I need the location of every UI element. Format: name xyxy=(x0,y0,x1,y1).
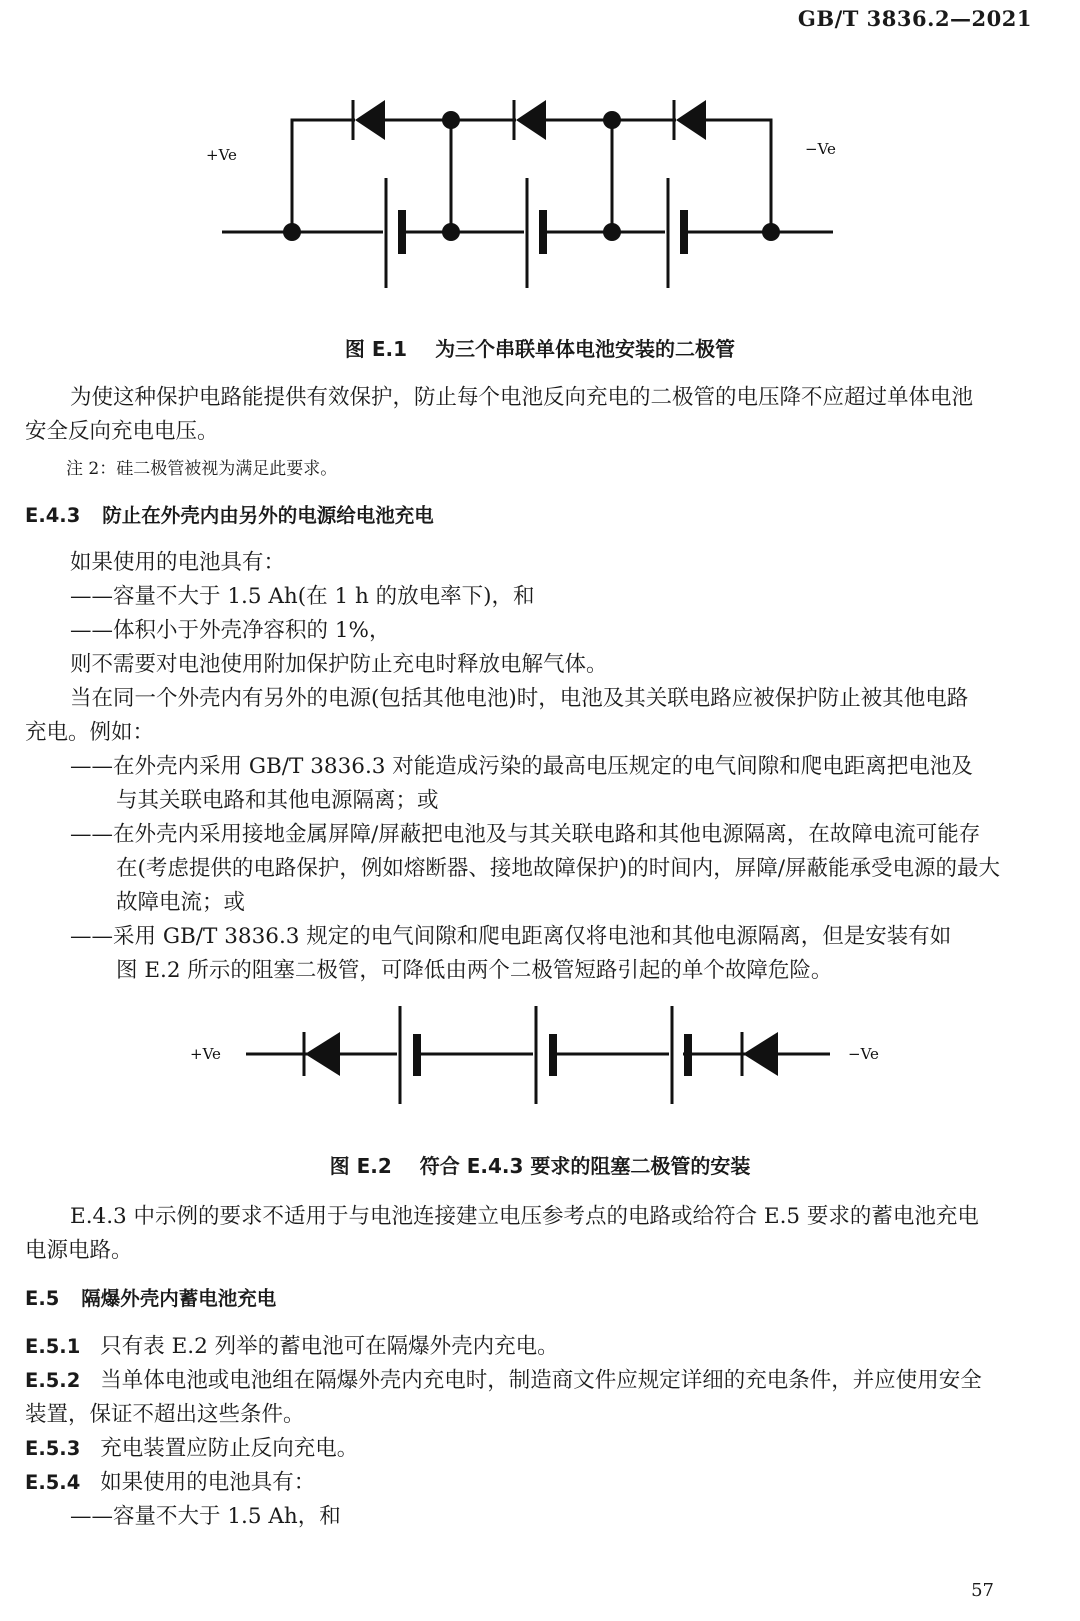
clause-continuation: 装置，保证不超出这些条件。 xyxy=(25,1402,305,1427)
figure-e1-caption-title: 为三个串联单体电池安装的二极管 xyxy=(435,337,736,361)
figure-e2-diagram xyxy=(0,1000,1080,1130)
figure-e2-minus-label: −Ve xyxy=(848,1045,879,1063)
section-number: E.5 xyxy=(25,1287,60,1310)
paragraph-line: 安全反向充电电压。 xyxy=(25,419,219,444)
diode-icon xyxy=(355,100,385,140)
figure-e2-plus-label: +Ve xyxy=(190,1045,221,1063)
clause-e51 xyxy=(25,1330,559,1364)
section-heading-e43 xyxy=(25,500,434,528)
clause-number: E.5.1 xyxy=(25,1335,81,1358)
diode-icon xyxy=(516,100,546,140)
list-item: ——在外壳内采用接地金属屏障/屏蔽把电池及与其关联电路和其他电源隔离，在故障电流可能存 xyxy=(70,822,981,847)
clause-e53 xyxy=(25,1432,358,1466)
list-item: ——体积小于外壳净容积的 1%， xyxy=(70,618,391,643)
figure-e1-caption-number: 图 E.1 xyxy=(344,337,408,361)
figure-e2-caption xyxy=(0,1150,1080,1179)
section-heading-e5 xyxy=(25,1283,276,1311)
paragraph-line: 充电。例如： xyxy=(25,720,155,745)
note-text: 注 2：硅二极管被视为满足此要求。 xyxy=(66,459,338,479)
cell-short-plate xyxy=(539,210,547,254)
cell-short-plate xyxy=(398,210,406,254)
clause-number: E.5.4 xyxy=(25,1471,81,1494)
figure-e1-caption xyxy=(0,333,1080,362)
paragraph-line: E.4.3 中示例的要求不适用于与电池连接建立电压参考点的电路或给符合 E.5 要求的蓄电池充电 xyxy=(70,1204,979,1229)
figure-e2-caption-number: 图 E.2 xyxy=(329,1154,392,1178)
figure-e2-caption-title: 符合 E.4.3 要求的阻塞二极管的安装 xyxy=(419,1154,751,1178)
cell-short-plate xyxy=(549,1034,557,1076)
list-item: ——容量不大于 1.5 Ah，和 xyxy=(70,1504,341,1529)
diode-icon xyxy=(676,100,706,140)
clause-text: 充电装置应防止反向充电。 xyxy=(100,1436,359,1461)
paragraph-line: 则不需要对电池使用附加保护防止充电时释放电解气体。 xyxy=(70,652,608,677)
paragraph-line: 如果使用的电池具有： xyxy=(70,550,286,575)
list-item: ——容量不大于 1.5 Ah(在 1 h 的放电率下)，和 xyxy=(70,584,535,609)
list-item-continuation: 与其关联电路和其他电源隔离；或 xyxy=(116,788,439,813)
clause-text: 如果使用的电池具有： xyxy=(100,1470,316,1495)
list-item-continuation: 在(考虑提供的电路保护，例如熔断器、接地故障保护)的时间内，屏障/屏蔽能承受电源的最大 xyxy=(116,856,1001,881)
clause-number: E.5.3 xyxy=(25,1437,81,1460)
section-title: 隔爆外壳内蓄电池充电 xyxy=(81,1287,277,1310)
diode-icon xyxy=(743,1032,778,1076)
section-title: 防止在外壳内由另外的电源给电池充电 xyxy=(102,504,434,527)
clause-text: 当单体电池或电池组在隔爆外壳内充电时，制造商文件应规定详细的充电条件，并应使用安全 xyxy=(100,1368,982,1393)
page-number: 57 xyxy=(971,1580,994,1601)
cell-short-plate xyxy=(680,210,688,254)
clause-e54 xyxy=(25,1466,315,1500)
list-item: ——采用 GB/T 3836.3 规定的电气间隙和爬电距离仅将电池和其他电源隔离，但是安装有如 xyxy=(70,924,952,949)
list-item-continuation: 图 E.2 所示的阻塞二极管，可降低由两个二极管短路引起的单个故障危险。 xyxy=(116,958,833,983)
section-number: E.4.3 xyxy=(25,504,81,527)
diode-icon xyxy=(305,1032,340,1076)
standard-number: GB/T 3836.2—2021 xyxy=(797,6,1032,31)
figure-e1-diagram xyxy=(0,0,1080,320)
cell-short-plate xyxy=(413,1034,421,1076)
paragraph-line: 电源电路。 xyxy=(25,1238,133,1263)
figure-e1-minus-label: −Ve xyxy=(805,140,836,158)
clause-number: E.5.2 xyxy=(25,1369,81,1392)
clause-e52 xyxy=(25,1364,982,1398)
cell-short-plate xyxy=(684,1034,692,1076)
figure-e1-plus-label: +Ve xyxy=(206,146,237,164)
paragraph-line: 为使这种保护电路能提供有效保护，防止每个电池反向充电的二极管的电压降不应超过单体电池 xyxy=(70,385,974,410)
clause-text: 只有表 E.2 列举的蓄电池可在隔爆外壳内充电。 xyxy=(100,1334,559,1359)
list-item-continuation: 故障电流；或 xyxy=(116,890,246,915)
list-item: ——在外壳内采用 GB/T 3836.3 对能造成污染的最高电压规定的电气间隙和爬电距离把电池及 xyxy=(70,754,973,779)
paragraph-line: 当在同一个外壳内有另外的电源(包括其他电池)时，电池及其关联电路应被保护防止被其他电路 xyxy=(70,686,969,711)
